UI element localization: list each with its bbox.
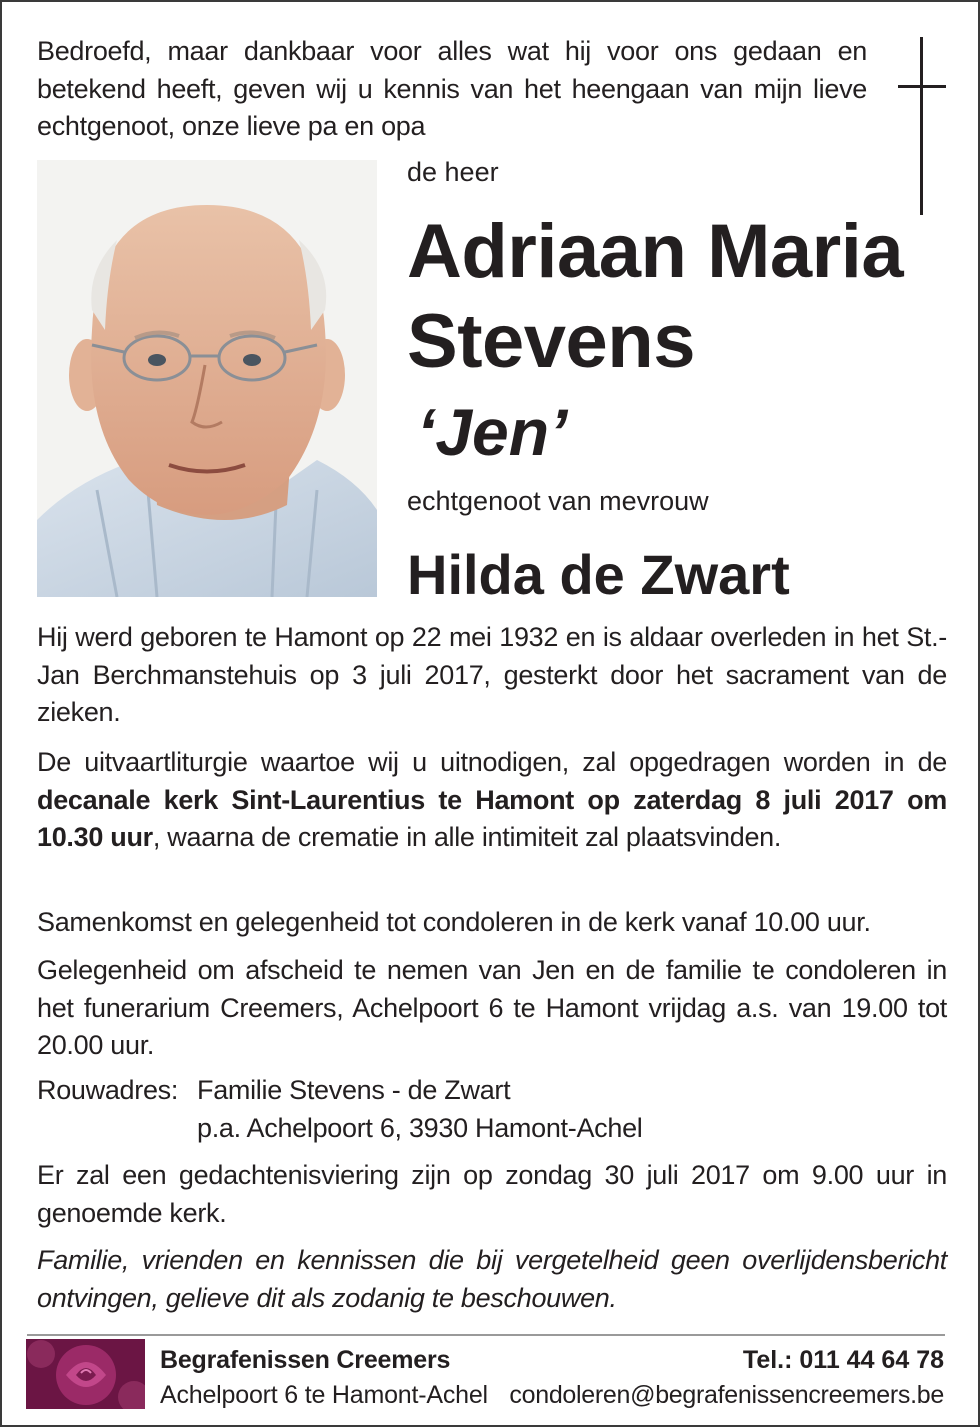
birth-death-paragraph: Hij werd geboren te Hamont op 22 mei 1932 en is aldaar overleden in het St.-Jan Berchmanstehuis op 3 juli 2017, gesterkt door het sacrament van de zieken. [37, 622, 947, 727]
spouse-label: echtgenoot van mevrouw [407, 486, 709, 516]
funeral-home-name: Begrafenissen Creemers [160, 1346, 451, 1374]
closing-note: Familie, vrienden en kennissen die bij vergetelheid geen overlijdensbericht ontvingen, gelieve dit als zodanig te beschouwen. [37, 1245, 947, 1313]
cross-icon [898, 37, 948, 215]
spouse-name: Hilda de Zwart [407, 543, 790, 606]
funeral-paragraph [37, 744, 947, 857]
address-line2: p.a. Achelpoort 6, 3930 Hamont-Achel [197, 1112, 643, 1143]
memorial-paragraph: Er zal een gedachtenisviering zijn op zondag 30 juli 2017 om 9.00 uur in genoemde kerk. [37, 1160, 947, 1228]
nickname: ‘Jen’ [417, 395, 568, 469]
intro-text: Bedroefd, maar dankbaar voor alles wat hij voor ons gedaan en betekend heeft, geven wij u kennis van het heengaan van mijn lieve echtgenoot, onze lieve pa en opa [37, 36, 867, 141]
rose-icon [26, 1339, 145, 1409]
farewell-paragraph: Gelegenheid om afscheid te nemen van Jen en de familie te condoleren in het funerarium Creemers, Achelpoort 6 te Hamont vrijdag a.s. van 19.00 tot 20.00 uur. [37, 955, 947, 1060]
funeral-home-phone: Tel.: 011 44 64 78 [742, 1346, 944, 1374]
meeting-paragraph: Samenkomst en gelegenheid tot condoleren in de kerk vanaf 10.00 uur. [37, 907, 871, 937]
funeral-home-address: Achelpoort 6 te Hamont-Achel [160, 1381, 488, 1409]
deceased-name [407, 207, 903, 387]
footer-divider [27, 1334, 945, 1336]
funeral-home-email[interactable]: condoleren@begrafenissencreemers.be [509, 1381, 944, 1409]
portrait-photo [37, 160, 377, 597]
deceased-name-line1: Adriaan Maria [407, 209, 904, 294]
address-label: Rouwadres: [37, 1075, 179, 1105]
deceased-name-line2: Stevens [407, 299, 695, 384]
funeral-text-end: , waarna de crematie in alle intimiteit zal plaatsvinden. [152, 822, 782, 852]
mourning-address [37, 1072, 947, 1147]
address-line1: Familie Stevens - de Zwart [197, 1075, 511, 1105]
title-prefix: de heer [407, 157, 499, 187]
funeral-location-time: decanale kerk Sint-Laurentius te Hamont op zaterdag 8 juli 2017 om 10.30 uur [37, 784, 947, 852]
funeral-text-start: De uitvaartliturgie waartoe wij u uitnodigen, zal opgedragen worden in de [37, 747, 947, 777]
